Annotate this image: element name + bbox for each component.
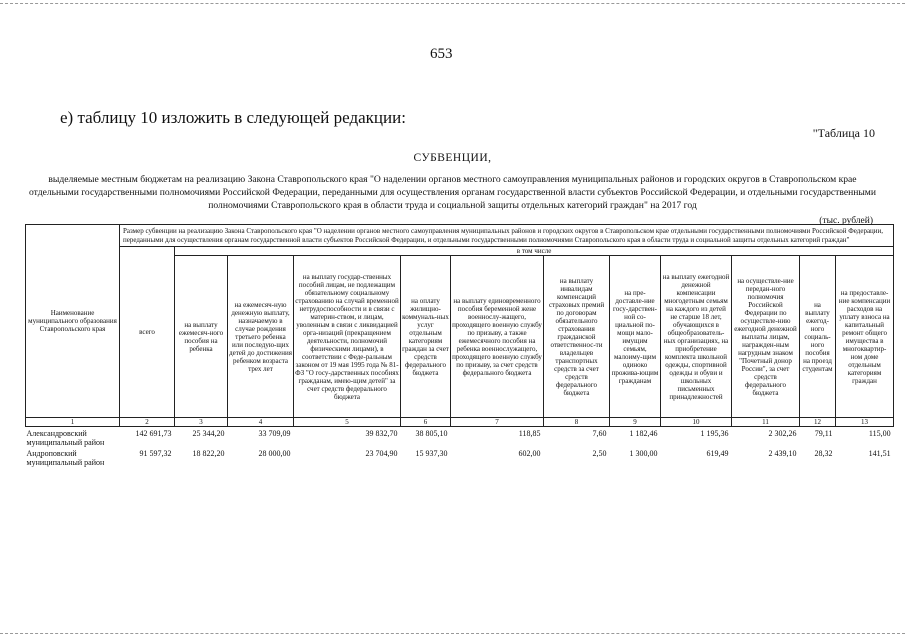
col-header: на выплату ежегод-ного социаль-ного пособия на проезд студентам — [800, 256, 836, 418]
col-header: на предоставле-ние компенсации расходов на уплату взноса на капитальный ремонт общего имущества в многоквартир-ном доме отдельным категориям граждан — [836, 256, 894, 418]
table-cell: 25 344,20 — [192, 429, 225, 438]
column-number: 7 — [451, 418, 544, 427]
col-header: на выплату единовременного пособия беременной жене военнослу-жащего, проходящего военную службу по призыву, а также ежемесячного пособия на ребенка военнослужащего, проходящего военную службу по призыву, за счет средств федерального бюджета — [451, 256, 544, 418]
header-row-main — [26, 225, 894, 247]
col-header: на оплату жилищно-коммуналь-ных услуг отдельным категориям граждан за счет средств федерального бюджета — [401, 256, 451, 418]
table-cell: 38 805,10 — [415, 429, 448, 438]
col-header: на выплату ежегодной денежной компенсации многодетным семьям на каждого из детей не старше 18 лет, обучающихся в общеобразователь-ных организациях, на приобретение комплекта школьной одежды, спортивной одежды и обуви и школьных письменных принадлежностей — [661, 256, 732, 418]
table-cell: 18 822,20 — [192, 449, 225, 458]
instruction-text: е) таблицу 10 изложить в следующей редакции: — [60, 108, 406, 127]
col-header: на выплату государ-ственных пособий лицам, не подлежащим обязательному социальному страхованию на случай временной нетрудоспособности и в связи с материн-ством, и лицам, уволенным в связи с ликвидацией орга-низаций (прекращением деятельности, полномочий физическими лицами), в соответствии с Феде-ральным законом от 19 мая 1995 года № 81-ФЗ "О госу-дарственных пособиях гражданам, имею-щим детей" за счет средств федерального бюджета — [294, 256, 401, 418]
col-header: на пре-доставле-ние госу-дарствен-ной со-циальной по-мощи мало-имущим семьям, малоиму-щим одиноко прожива-ющим гражданам — [610, 256, 661, 418]
table-cell: 7,60 — [592, 429, 607, 438]
column-number: 6 — [401, 418, 451, 427]
table-cell: 1 182,46 — [629, 429, 658, 438]
row-name: Андроповский муниципальный район — [26, 449, 105, 467]
column-number: 9 — [610, 418, 661, 427]
col-header: на выплату ежемесяч-ного пособия на ребенка — [175, 256, 228, 418]
table-row — [26, 447, 894, 467]
column-number: 3 — [175, 418, 228, 427]
table-cell: 2 439,10 — [768, 449, 797, 458]
col-name-header: Наименование муниципального образования Ставропольского края — [26, 225, 120, 418]
column-number: 4 — [228, 418, 294, 427]
page-number: 653 — [430, 46, 453, 62]
column-number: 8 — [544, 418, 610, 427]
header-row-including — [26, 247, 894, 256]
scan-top-edge — [0, 3, 905, 4]
table-cell: 39 832,70 — [365, 429, 398, 438]
units-label: (тыс. рублей) — [819, 216, 873, 226]
table-cell: 15 937,30 — [415, 449, 448, 458]
table-cell: 33 709,09 — [258, 429, 291, 438]
scan-bottom-edge — [0, 633, 905, 634]
table-row — [26, 427, 894, 448]
header-including: в том числе — [175, 247, 894, 256]
row-name: Александровский муниципальный район — [26, 429, 105, 447]
column-number: 1 — [26, 418, 120, 427]
column-number: 11 — [732, 418, 800, 427]
col-total-header: всего — [120, 247, 175, 418]
table-cell: 118,85 — [518, 429, 541, 438]
col-header: на ежемесяч-ную денежную выплату, назначаемую в случае рождения третьего ребенка или последую-щих детей до достижения ребенком возраста трех лет — [228, 256, 294, 418]
table-cell: 619,49 — [706, 449, 729, 458]
table-cell: 115,00 — [868, 429, 891, 438]
column-number: 13 — [836, 418, 894, 427]
table-cell: 79,11 — [814, 429, 833, 438]
table-cell: 1 300,00 — [629, 449, 658, 458]
col-header: на осуществле-ние передан-ного полномочия Российской Федерации по осуществле-нию ежегодной денежной выплаты лицам, награжден-ным нагрудным знаком "Почетный донор России", за счет средств федерального бюджета — [732, 256, 800, 418]
table-number: "Таблица 10 — [812, 126, 875, 140]
column-number: 12 — [800, 418, 836, 427]
table-cell: 2 302,26 — [768, 429, 797, 438]
table-cell: 141,51 — [868, 449, 891, 458]
column-number: 10 — [661, 418, 732, 427]
header-main: Размер субвенции на реализацию Закона Ставропольского края "О наделении органов местного самоуправления муниципальных районов и городских округов в Ставропольском крае отдельными государственными полномочиями Российской Федерации, переданными для осуществления органам государственной власти субъектов Российской Федерации, и отдельными государственными полномочиями Ставропольского края в области труда и социальной защиты отдельных категорий граждан" — [120, 225, 894, 247]
column-number: 2 — [120, 418, 175, 427]
table-cell: 23 704,90 — [365, 449, 398, 458]
table-cell: 2,50 — [592, 449, 607, 458]
table-cell: 28,32 — [814, 449, 833, 458]
table-cell: 91 597,32 — [139, 449, 172, 458]
table-cell: 28 000,00 — [258, 449, 291, 458]
document-description: выделяемые местным бюджетам на реализацию Закона Ставропольского края "О наделении органов местного самоуправления муниципальных районов и городских округов в Ставропольском крае отдельными государственными полномочиями Российской Федерации, переданными для осуществления органам государственной власти субъектов Российской Федерации, и отдельными государственными полномочиями Ставропольского края в области труда и социальной защиты отдельных категорий граждан" на 2017 год — [29, 174, 876, 211]
column-number-row — [26, 418, 894, 427]
table-cell: 142 691,73 — [135, 429, 172, 438]
table-cell: 602,00 — [518, 449, 541, 458]
column-number: 5 — [294, 418, 401, 427]
table-cell: 1 195,36 — [700, 429, 729, 438]
document-title: СУБВЕНЦИИ, — [413, 152, 492, 164]
subsidy-table — [25, 224, 894, 467]
col-header: на выплату инвалидам компенсаций страховых премий по договорам обязательного страхования гражданской ответственнос-ти владельцев транспортных средств за счет средств федерального бюджета — [544, 256, 610, 418]
